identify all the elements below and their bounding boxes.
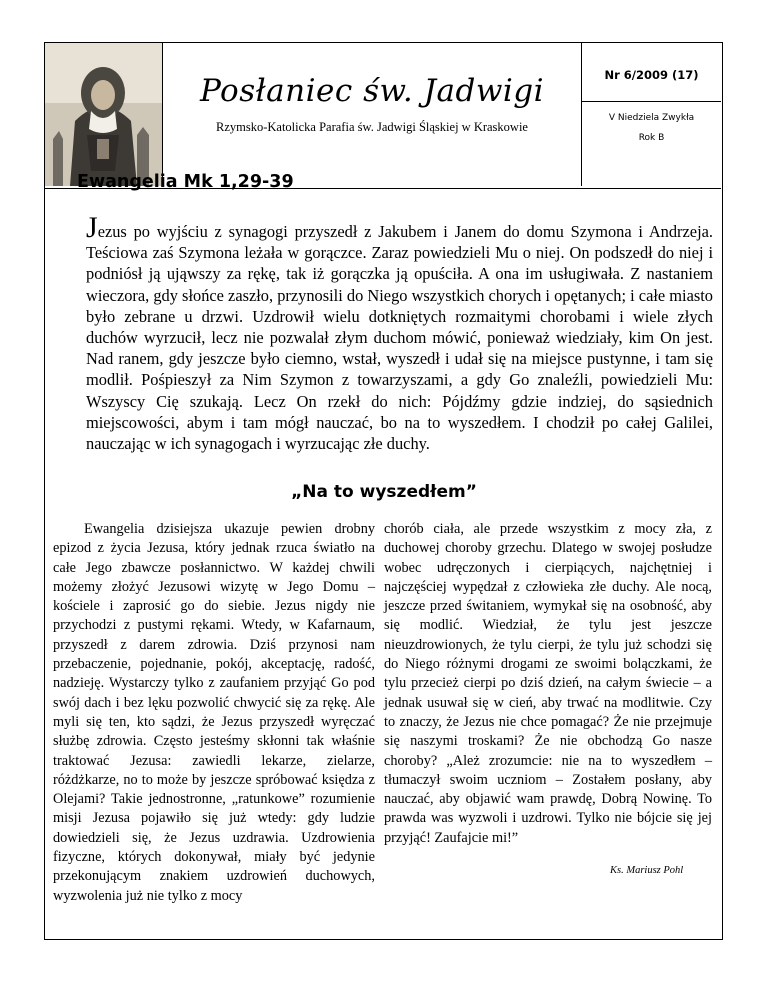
- newsletter-title: Posłaniec św. Jadwigi: [199, 73, 545, 109]
- issue-number: Nr 6/2009 (17): [604, 68, 699, 82]
- portrait-image: [45, 43, 162, 186]
- gospel-drop-cap: J: [86, 211, 98, 244]
- reflection-title: „Na to wyszedłem”: [291, 482, 477, 502]
- title-box: [163, 43, 582, 186]
- masthead: [45, 43, 721, 189]
- liturgical-sunday: V Niedziela Zwykła: [608, 113, 695, 123]
- liturgical-year: Rok B: [638, 133, 665, 143]
- saint-hedwig-portrait: [45, 43, 163, 186]
- info-divider: [582, 101, 721, 102]
- issue-info-box: [582, 43, 721, 186]
- gospel-heading: Ewangelia Mk 1,29-39: [77, 172, 294, 192]
- gospel-body: ezus po wyjściu z synagogi przyszedł z Jakubem i Janem do domu Szymona i Andrzeja. Teściowa zaś Szymona leżała w gorączce. Zaraz powiedzieli Mu o niej. On podszedł do niej i podniósł ją ująwszy za rękę, tak iż gorączka ją opuściła. A ona im usługiwała. Z nastaniem wieczora, gdy słońce zaszło, przynosili do Niego wszystkich chorych i opętanych; i całe miasto było zebrane u drzwi. Uzdrowił wielu dotkniętych rozmaitymi chorobami i wiele złych duchów wyrzucił, lecz nie pozwalał złym duchom mówić, ponieważ wiedziały, kim On jest. Nad ranem, gdy jeszcze było ciemno, wstał, wyszedł i udał się na miejsce pustynne, i tam się modlił. Pośpieszył za Nim Szymon z towarzyszami, a gdy Go znaleźli, powiedzieli Mu: Wszyscy Cię szukają. Lecz On rzekł do nich: Pójdźmy gdzie indziej, do sąsiednich miejscowości, abym i tam mógł nauczać, bo na to wyszedłem. I chodził po całej Galilei, nauczając w ich synagogach i wyrzucając złe duchy.: [86, 222, 713, 454]
- author-signature: Ks. Mariusz Pohl: [610, 865, 684, 876]
- reflection-right-column: chorób ciała, ale przede wszystkim z mocy zła, z duchowej choroby grzechu. Dlatego w swojej posłudze wobec udręczonych i cierpiących, najchętniej i najczęściej wypędzał z człowieka złe duchy. Ale nocą, jeszcze przed świtaniem, wymykał się na osobność, aby się modlić. Wiedział, że tylu jest jeszcze nieuzdrowionych, że tylu cierpi, że tylu już schodzi się do Niego różnymi drogami ze swoimi bolączkami, że tylu przecież cierpi po dziś dzień, na całym świecie – a jednak usuwał się w cień, aby trwać na modlitwie. Czy to znaczy, że Jezus nie chce pomagać? Że nie przejmuje się naszymi troskami? Że nie obchodzą Go nasze choroby? „Ależ zrozumcie: nie na to wyszedłem – tłumaczył swoim uczniom – Zostałem posłany, aby nauczać, aby objawić wam prawdę, Dobrą Nowinę. To prawda was wyzwoli i uzdrowi. Tylko nie bójcie się jej przyjąć! Zaufajcie mi!”: [384, 521, 712, 846]
- reflection-left-column: Ewangelia dzisiejsza ukazuje pewien drobny epizod z życia Jezusa, który jednak rzuca światło na całe Jego zbawcze posłannictwo. W każdej chwili możemy złożyć Jezusowi wizytę w Jego Domu – kościele i zaprosić go do siebie. Jezus nigdy nie przychodzi z pustymi rękami. Wtedy, w Kafarnaum, przyszedł z darem zdrowia. Dziś przynosi nam przebaczenie, pojednanie, pokój, akceptację, radość, nadzieję. Wystarczy tylko z zaufaniem przyjąć Go pod swój dach i bez lęku pozwolić chwycić się za rękę. Ale myli się ten, kto sądzi, że Jezus przyszedł wyręczać służbę zdrowia. Często jesteśmy skłonni tak właśnie traktować Jezusa: zawiedli lekarze, zielarze, różdżkarze, no to może by jeszcze spróbować księdza z Olejami? Takie jednostronne, „ratunkowe” rozumienie misji Jezusa pojawiło się już wtedy: gdy ludzie dowiedzieli się, że Jezus uzdrawia. Uzdrowienia fizyczne, których dokonywał, miały być jedynie przekonującym znakiem uzdrowień duchowych, wyzwolenia już nie tylko z mocy: [53, 521, 375, 904]
- gospel-text: [86, 211, 713, 454]
- parish-subtitle: Rzymsko-Katolicka Parafia św. Jadwigi Śląskiej w Kraskowie: [216, 120, 528, 134]
